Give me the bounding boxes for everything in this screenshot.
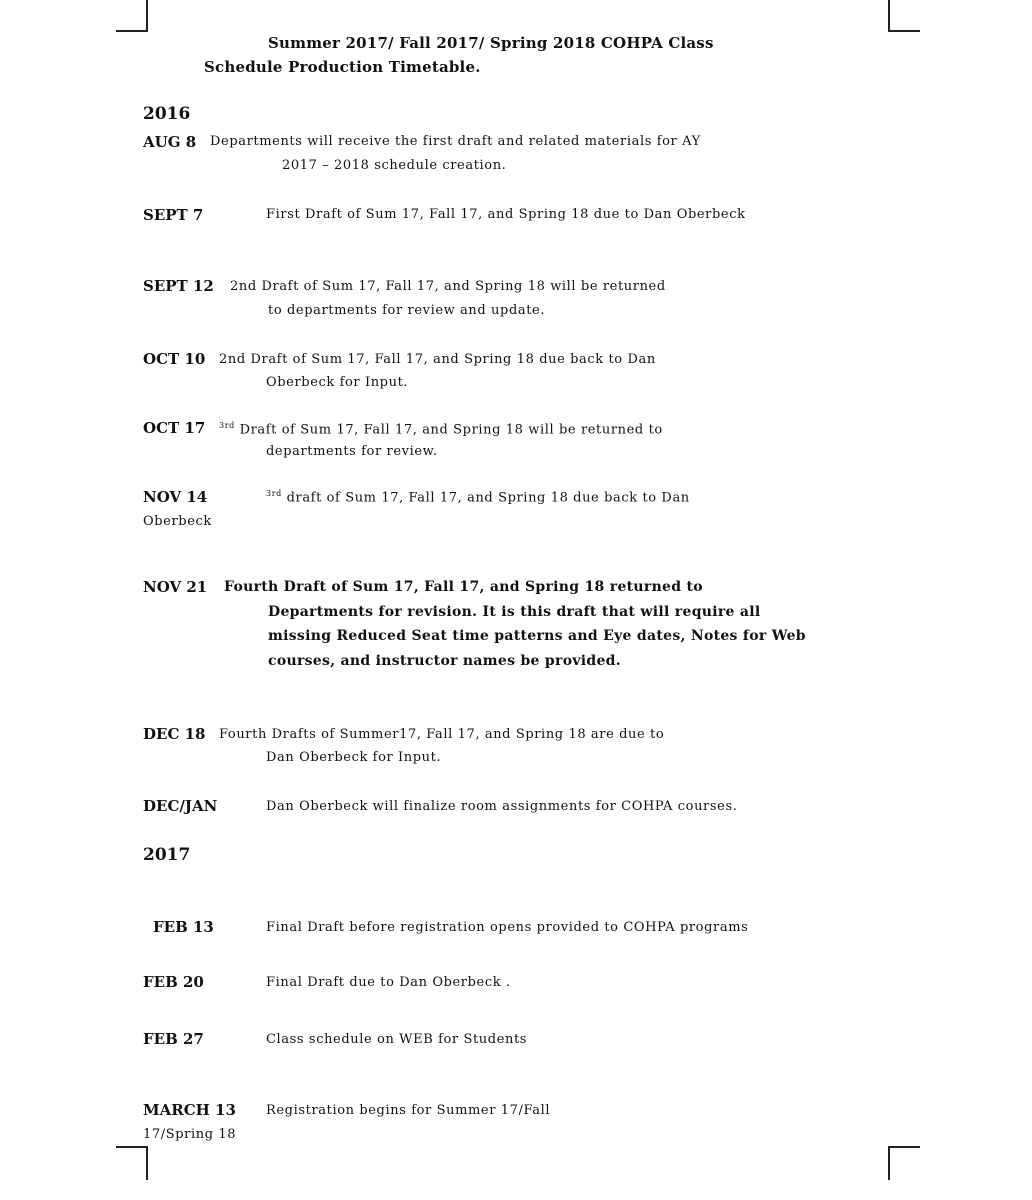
crop-mark-top-right <box>888 0 920 32</box>
entry-text-sept-12-line-1: 2nd Draft of Sum 17, Fall 17, and Spring 18 will be returned <box>230 279 666 294</box>
year-heading-2017: 2017 <box>143 845 191 865</box>
entry-text-nov-21-line-1: Fourth Draft of Sum 17, Fall 17, and Spring 18 returned to <box>224 579 703 595</box>
entry-text-nov-14-line-2: Oberbeck <box>143 514 212 529</box>
entry-text-dec-jan-line-1: Dan Oberbeck will finalize room assignments for COHPA courses. <box>266 799 738 814</box>
entry-date-aug-8: AUG 8 <box>143 133 197 151</box>
entry-text-feb-20-line-1: Final Draft due to Dan Oberbeck . <box>266 975 511 990</box>
entry-text-nov-21-line-2: Departments for revision. It is this draft that will require all <box>268 604 761 620</box>
entry-date-feb-27: FEB 27 <box>143 1030 204 1048</box>
entry-text-feb-13-line-1: Final Draft before registration opens provided to COHPA programs <box>266 920 749 935</box>
entry-text-nov-21-line-4: courses, and instructor names be provided. <box>268 653 621 669</box>
entry-text-oct-10-line-1: 2nd Draft of Sum 17, Fall 17, and Spring 18 due back to Dan <box>219 352 656 367</box>
document-title-line-1: Summer 2017/ Fall 2017/ Spring 2018 COHPA Class <box>268 34 714 52</box>
entry-date-march-13: MARCH 13 <box>143 1101 236 1119</box>
crop-mark-bottom-right <box>888 1146 920 1180</box>
entry-text-dec-18-line-2: Dan Oberbeck for Input. <box>266 750 442 765</box>
entry-text-nov-14-line-1-body: draft of Sum 17, Fall 17, and Spring 18 due back to Dan <box>286 490 690 506</box>
entry-text-oct-17-line-2: departments for review. <box>266 444 438 459</box>
entry-text-nov-14-line-1 <box>266 489 690 505</box>
entry-date-nov-14: NOV 14 <box>143 488 208 506</box>
entry-date-nov-21: NOV 21 <box>143 578 208 596</box>
entry-text-march-13-line-2: 17/Spring 18 <box>143 1127 237 1142</box>
year-heading-2016: 2016 <box>143 104 191 124</box>
entry-date-sept-7: SEPT 7 <box>143 206 204 224</box>
entry-date-feb-20: FEB 20 <box>143 973 204 991</box>
entry-date-dec-18: DEC 18 <box>143 725 206 743</box>
entry-date-sept-12: SEPT 12 <box>143 277 214 295</box>
entry-text-oct-17-line-1-body: Draft of Sum 17, Fall 17, and Spring 18 will be returned to <box>239 422 663 438</box>
entry-date-oct-17: OCT 17 <box>143 419 206 437</box>
entry-date-dec-jan: DEC/JAN <box>143 797 218 815</box>
ordinal-superscript: 3rd <box>219 421 235 430</box>
crop-mark-bottom-left <box>116 1146 148 1180</box>
entry-text-aug-8-line-1: Departments will receive the first draft and related materials for AY <box>210 134 701 149</box>
entry-text-nov-21-line-3: missing Reduced Seat time patterns and Eye dates, Notes for Web <box>268 628 806 644</box>
entry-text-sept-7-line-1: First Draft of Sum 17, Fall 17, and Spring 18 due to Dan Oberbeck <box>266 207 746 222</box>
entry-text-aug-8-line-2: 2017 – 2018 schedule creation. <box>282 158 507 173</box>
document-title-line-2: Schedule Production Timetable. <box>204 58 481 76</box>
entry-text-oct-17-line-1 <box>219 421 663 437</box>
ordinal-superscript: 3rd <box>266 489 282 498</box>
entry-text-feb-27-line-1: Class schedule on WEB for Students <box>266 1032 528 1047</box>
entry-date-feb-13: FEB 13 <box>153 918 214 936</box>
entry-text-dec-18-line-1: Fourth Drafts of Summer17, Fall 17, and Spring 18 are due to <box>219 727 665 742</box>
entry-text-march-13-line-1: Registration begins for Summer 17/Fall <box>266 1103 551 1118</box>
entry-date-oct-10: OCT 10 <box>143 350 206 368</box>
crop-mark-top-left <box>116 0 148 32</box>
entry-text-sept-12-line-2: to departments for review and update. <box>268 303 546 318</box>
entry-text-oct-10-line-2: Oberbeck for Input. <box>266 375 409 390</box>
